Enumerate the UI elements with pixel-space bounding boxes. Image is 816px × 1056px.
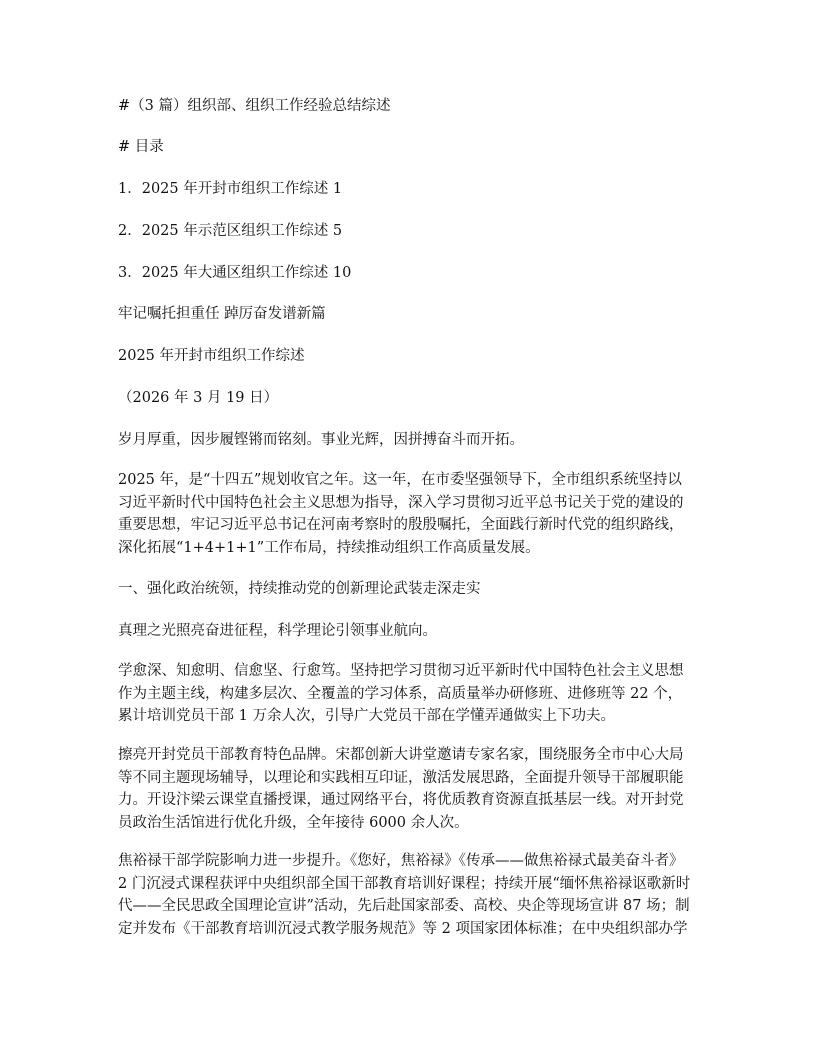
paragraph-3 <box>118 744 708 834</box>
section-1-heading: 一、强化政治统领，持续推动党的创新理论武装走深走实 <box>118 581 481 597</box>
article-subtitle: 2025 年开封市组织工作综述 <box>118 348 305 364</box>
paragraph-1-line: 习近平新时代中国特色社会主义思想为指导，深入学习贯彻习近平总书记关于党的建设的 <box>118 494 684 511</box>
toc-heading: # 目录 <box>118 139 164 155</box>
article-date: （2026 年 3 月 19 日） <box>118 390 279 406</box>
paragraph-4 <box>118 850 708 940</box>
paragraph-1-line: 深化拓展“1+4+1+1”工作布局，持续推动组织工作高质量发展。 <box>118 539 540 556</box>
paragraph-4-line: 定并发布《干部教育培训沉浸式教学服务规范》等 2 项国家团体标准；在中央组织部办学 <box>118 920 688 937</box>
document-heading: #（3 篇）组织部、组织工作经验总结综述 <box>118 98 391 114</box>
paragraph-1 <box>118 469 708 559</box>
paragraph-2-line: 累计培训党员干部 1 万余人次，引导广大党员干部在学懂弄通做实上下功夫。 <box>118 708 615 724</box>
paragraph-4-line: 焦裕禄干部学院影响力进一步提升。《您好，焦裕禄》《传承——做焦裕禄式最美奋斗者》 <box>118 853 684 869</box>
toc-item-3: 3．2025 年大通区组织工作综述 10 <box>118 265 352 281</box>
paragraph-4-line: 2 门沉浸式课程获评中央组织部全国干部教育培训好课程；持续开展“缅怀焦裕禄讴歌新时 <box>118 875 691 892</box>
paragraph-3-line: 等不同主题现场辅导，以理论和实践相互印证，激活发展思路，全面提升领导干部履职能 <box>118 769 684 786</box>
paragraph-3-line: 擦亮开封党员干部教育特色品牌。宋都创新大讲堂邀请专家名家，围绕服务全市中心大局 <box>118 747 684 763</box>
paragraph-2-line: 作为主题主线，构建多层次、全覆盖的学习体系，高质量举办研修班、进修班等 22 个， <box>118 685 683 702</box>
article-title: 牢记嘱托担重任 踔厉奋发谱新篇 <box>118 306 326 322</box>
section-1-lead: 真理之光照亮奋进征程，科学理论引领事业航向。 <box>118 623 437 639</box>
paragraph-3-line: 员政治生活馆进行优化升级，全年接待 6000 余人次。 <box>118 814 469 831</box>
paragraph-1-line: 2025 年，是“十四五”规划收官之年。这一年，在市委坚强领导下，全市组织系统坚持以 <box>118 472 682 488</box>
paragraph-4-line: 代——全民思政全国理论宣讲”活动，先后赴国家部委、高校、央企等现场宣讲 87 场；制 <box>118 898 690 914</box>
paragraph-1-line: 重要思想，牢记习近平总书记在河南考察时的殷殷嘱托，全面践行新时代党的组织路线， <box>118 517 684 533</box>
intro-paragraph: 岁月厚重，因步履铿锵而铭刻。事业光辉，因拼搏奋斗而开拓。 <box>118 432 524 448</box>
paragraph-3-line: 力。开设汴梁云课堂直播授课，通过网络平台，将优质教育资源直抵基层一线。对开封党 <box>118 792 684 808</box>
paragraph-2-line: 学愈深、知愈明、信愈坚、行愈笃。坚持把学习贯彻习近平新时代中国特色社会主义思想 <box>118 663 684 679</box>
toc-item-2: 2．2025 年示范区组织工作综述 5 <box>118 223 343 239</box>
toc-item-1: 1．2025 年开封市组织工作综述 1 <box>118 181 343 197</box>
paragraph-2 <box>118 660 708 728</box>
